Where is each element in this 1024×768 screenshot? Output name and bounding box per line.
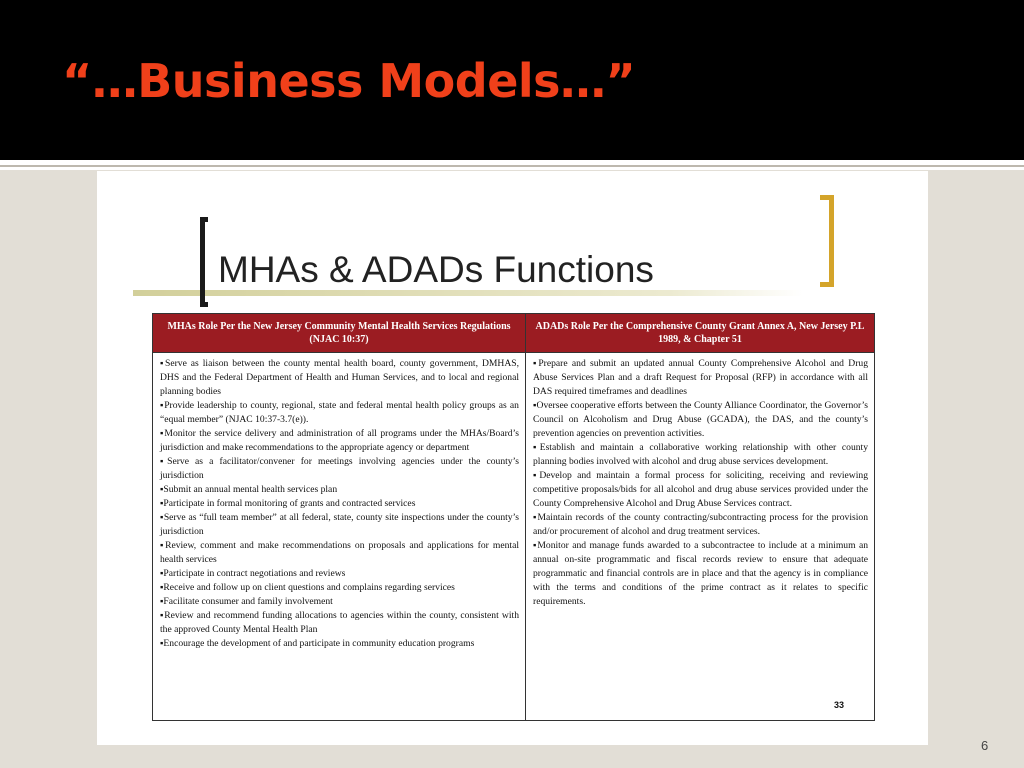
list-item: ▪ Serve as “full team member” at all federal, state, county site inspections under the county’s jurisdiction — [160, 511, 519, 539]
list-item: ▪ Establish and maintain a collaborative working relationship with other county planning bodies involved with alcohol and drug abuse services development. — [533, 441, 868, 469]
adad-column-header: ADADs Role Per the Comprehensive County Grant Annex A, New Jersey P.L 1989, & Chapter 51 — [526, 314, 875, 353]
title-bar — [0, 0, 1024, 160]
mha-column-header: MHAs Role Per the New Jersey Community Mental Health Services Regulations (NJAC 10:37) — [153, 314, 526, 353]
list-item: ▪ Monitor the service delivery and administration of all programs under the MHAs/Board’s jurisdiction and make recommendations to the appropriate agency or department — [160, 427, 519, 455]
functions-table — [152, 313, 875, 721]
list-item: ▪ Monitor and manage funds awarded to a subcontractee to include at a minimum an annual on-site programmatic and fiscal records review to ensure that adequate programmatic and financial controls are in place and that the agency is in compliance with the terms and conditions of the prime contract as it relates to specific requirements. — [533, 539, 868, 609]
list-item: ▪ Participate in contract negotiations and reviews — [160, 567, 519, 581]
list-item: ▪ Participate in formal monitoring of grants and contracted services — [160, 497, 519, 511]
title-divider-line — [0, 165, 1024, 167]
list-item: ▪ Prepare and submit an updated annual County Comprehensive Alcohol and Drug Abuse Services Plan and a draft Request for Proposal (RFP) in accordance with all DAS required timeframes and deadlines — [533, 357, 868, 399]
list-item: ▪ Review and recommend funding allocations to agencies within the county, consistent with the approved County Mental Health Plan — [160, 609, 519, 637]
list-item: ▪ Encourage the development of and participate in community education programs — [160, 637, 519, 651]
mha-roles-cell — [153, 353, 526, 721]
list-item: ▪ Develop and maintain a formal process for soliciting, receiving and reviewing competitive proposals/bids for all alcohol and drug abuse services provided under the County Comprehensive Alcohol and Drug Abuse Services contract. — [533, 469, 868, 511]
list-item: ▪ Submit an annual mental health services plan — [160, 483, 519, 497]
list-item: ▪ Serve as a facilitator/convener for meetings involving agencies under the county’s jurisdiction — [160, 455, 519, 483]
right-bracket-icon — [820, 195, 834, 287]
image-page-number: 33 — [833, 700, 844, 710]
adad-roles-cell — [526, 353, 875, 721]
table-body-row — [153, 353, 875, 721]
list-item: ▪ Oversee cooperative efforts between the County Alliance Coordinator, the Governor’s Council on Alcoholism and Drug Abuse (GCADA), the DAS, and the county’s prevention agencies on prevention activities. — [533, 399, 868, 441]
list-item: ▪ Receive and follow up on client questions and complains regarding services — [160, 581, 519, 595]
list-item: ▪ Maintain records of the county contracting/subcontracting process for the provision and/or procurement of alcohol and drug treatment services. — [533, 511, 868, 539]
left-bracket-icon — [200, 217, 208, 307]
slide-number: 6 — [981, 738, 989, 753]
slide-title: “…Business Models…” — [62, 54, 636, 108]
embedded-slide-image — [97, 171, 928, 745]
list-item: ▪ Facilitate consumer and family involvement — [160, 595, 519, 609]
table-header-row — [153, 314, 875, 353]
list-item: ▪ Review, comment and make recommendations on proposals and applications for mental health services — [160, 539, 519, 567]
list-item: ▪ Serve as liaison between the county mental health board, county government, DMHAS, DHS and the Federal Department of Health and Human Services, and to local and regional planning bodies — [160, 357, 519, 399]
image-heading: MHAs & ADADs Functions — [218, 249, 654, 290]
list-item: ▪ Provide leadership to county, regional, state and federal mental health policy groups as an “equal member” (NJAC 10:37-3.7(e)). — [160, 399, 519, 427]
